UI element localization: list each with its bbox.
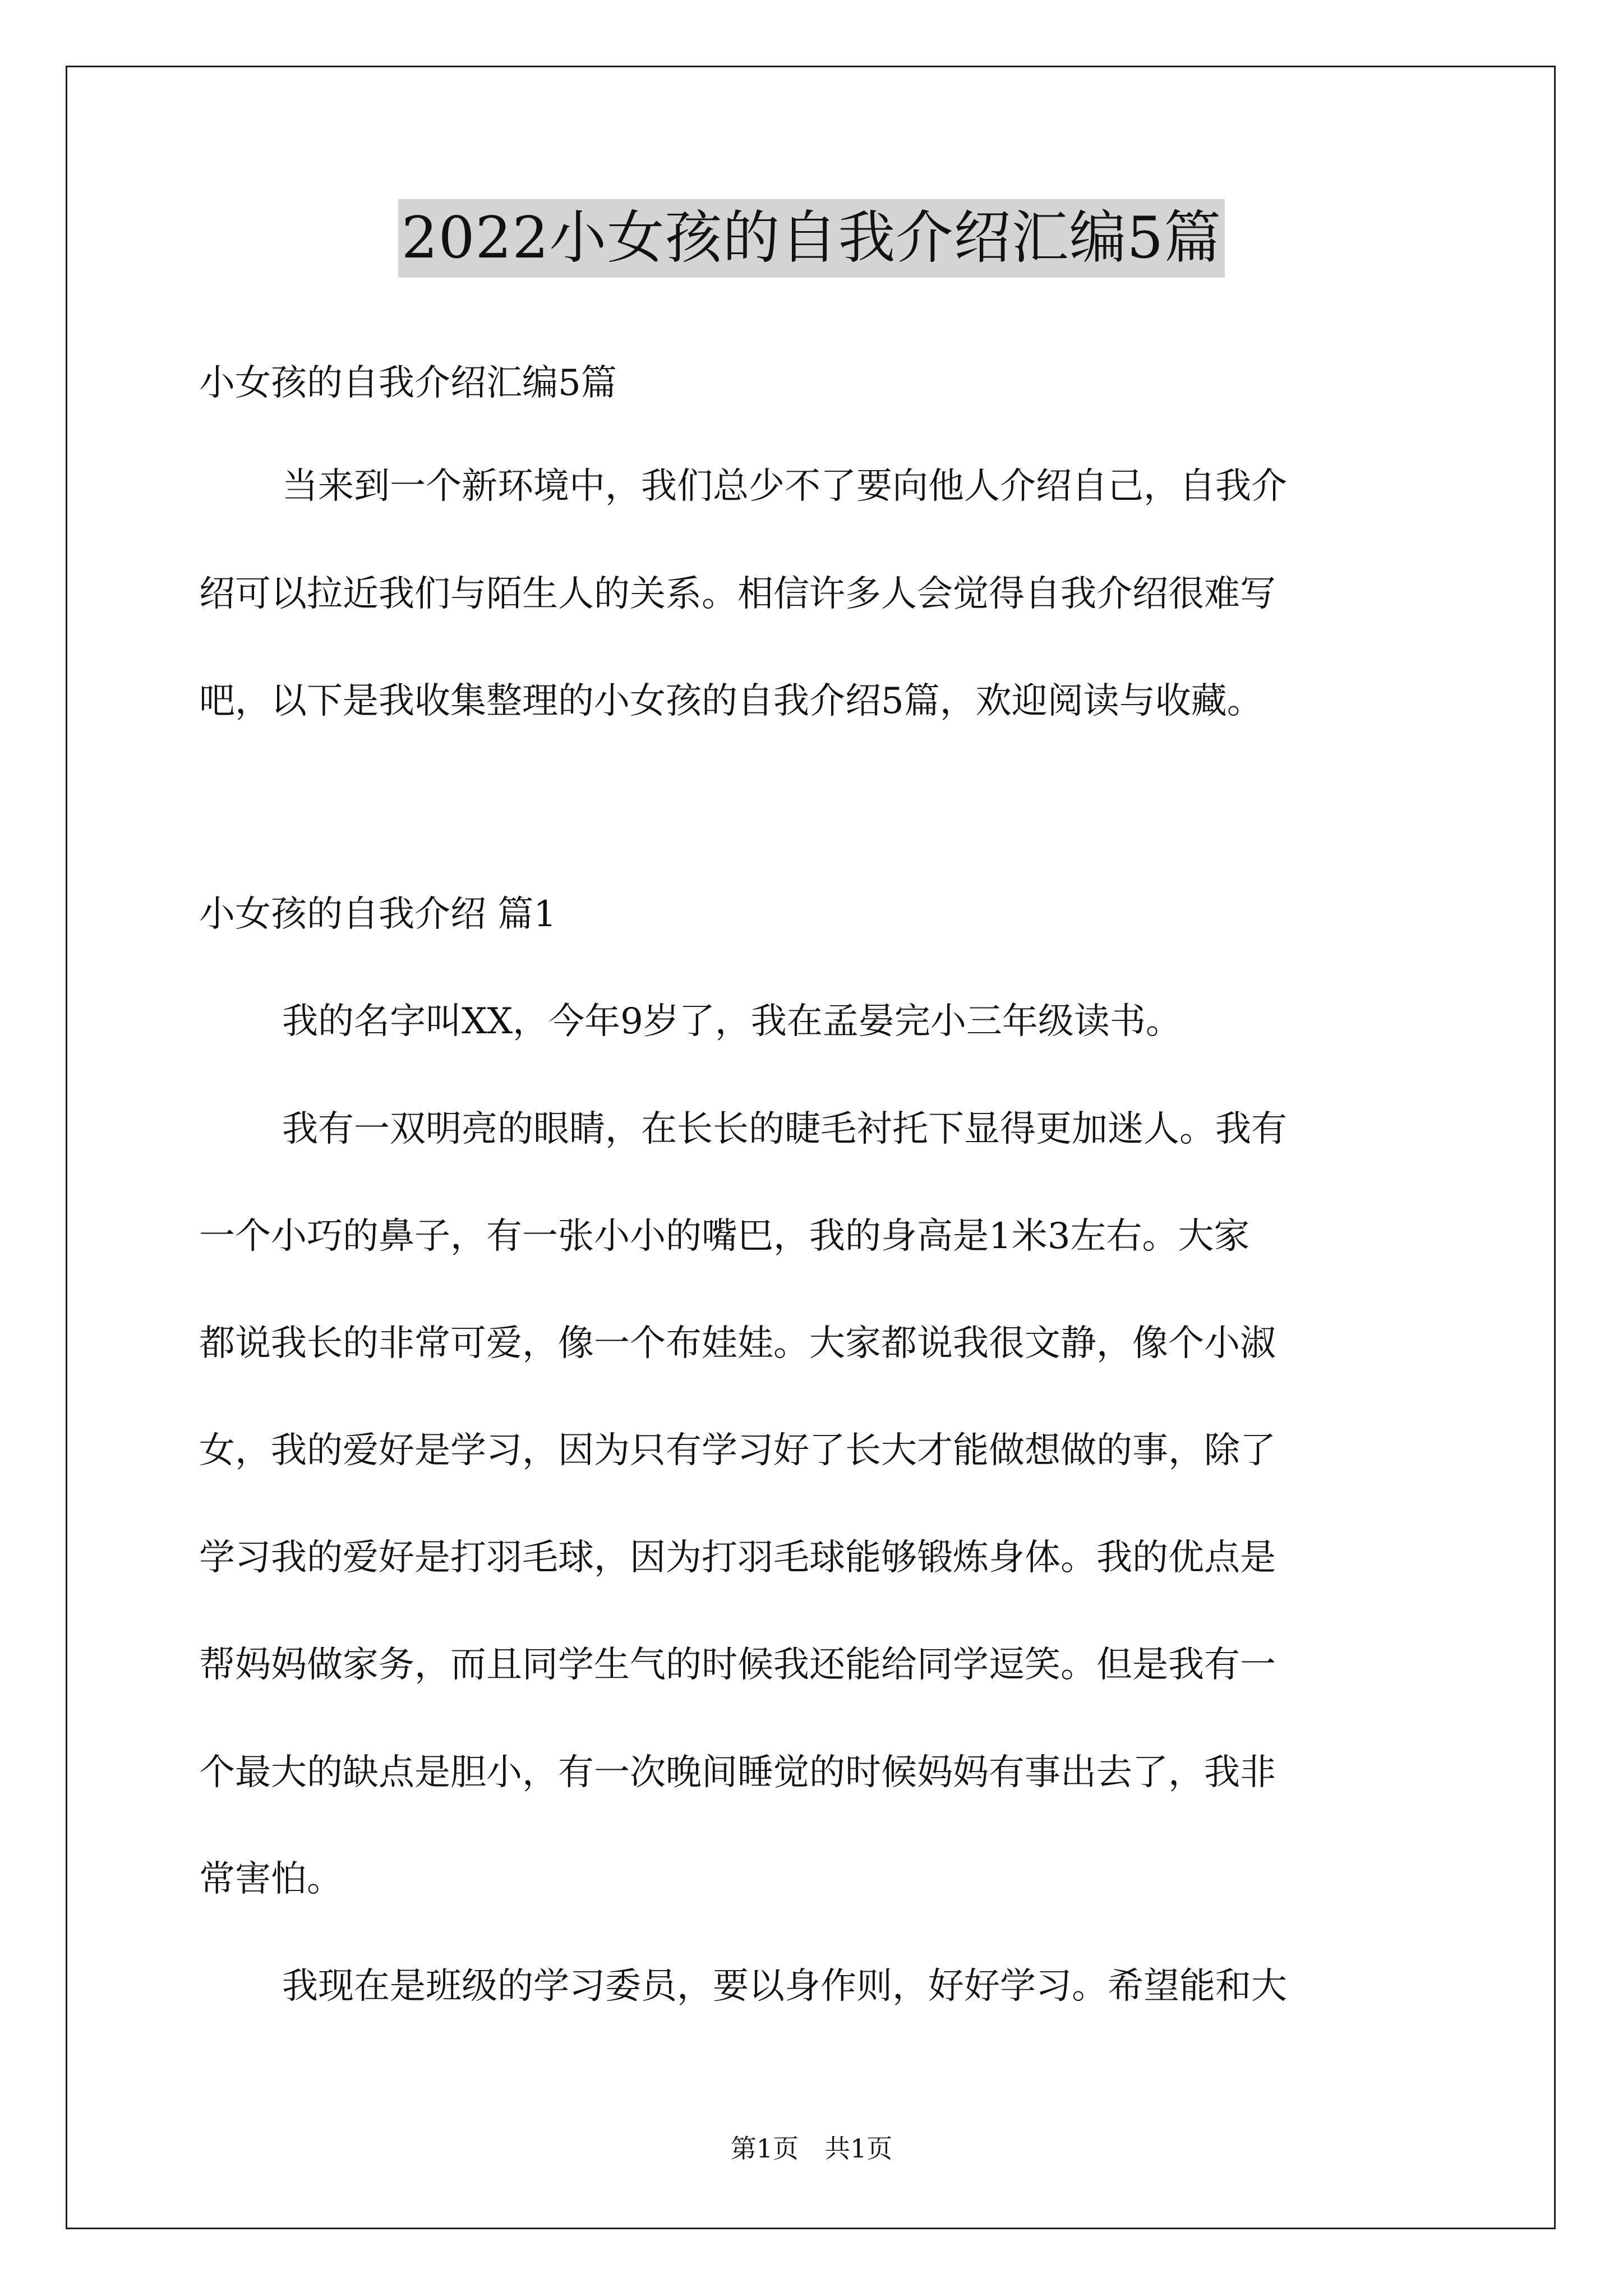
document-title: 2022小女孩的自我介绍汇编5篇 [398,199,1225,278]
paragraph-line: 我现在是班级的学习委员，要以身作则，好好学习。希望能和大 [282,1966,1287,2007]
paragraph-line: 个最大的缺点是胆小，有一次晚间睡觉的时候妈妈有事出去了，我非 [199,1752,1276,1793]
intro-line-1: 当来到一个新环境中，我们总少不了要向他人介绍自己，自我介 [282,466,1287,507]
paragraph-line: 女，我的爱好是学习，因为只有学习好了长大才能做想做的事，除了 [199,1430,1276,1471]
intro-line-3: 吧，以下是我收集整理的小女孩的自我介绍5篇，欢迎阅读与收藏。 [199,680,1263,722]
paragraph-line: 常害怕。 [199,1858,343,1900]
page-footer: 第1页 共1页 [730,2133,893,2164]
paragraph-line: 帮妈妈做家务，而且同学生气的时候我还能给同学逗笑。但是我有一 [199,1644,1276,1686]
subtitle: 小女孩的自我介绍汇编5篇 [199,362,617,404]
intro-line-2: 绍可以拉近我们与陌生人的关系。相信许多人会觉得自我介绍很难写 [199,573,1276,615]
paragraph-line: 都说我长的非常可爱，像一个布娃娃。大家都说我很文静，像个小淑 [199,1323,1276,1364]
paragraph-line: 一个小巧的鼻子，有一张小小的嘴巴，我的身高是1米3左右。大家 [199,1216,1250,1257]
section-heading: 小女孩的自我介绍 篇1 [199,894,557,935]
paragraph-line: 学习我的爱好是打羽毛球，因为打羽毛球能够锻炼身体。我的优点是 [199,1537,1276,1579]
title-container [0,199,1623,278]
paragraph-line: 我有一双明亮的眼睛，在长长的睫毛衬托下显得更加迷人。我有 [282,1108,1287,1150]
paragraph-line: 我的名字叫XX，今年9岁了，我在孟晏完小三年级读书。 [282,1001,1182,1042]
